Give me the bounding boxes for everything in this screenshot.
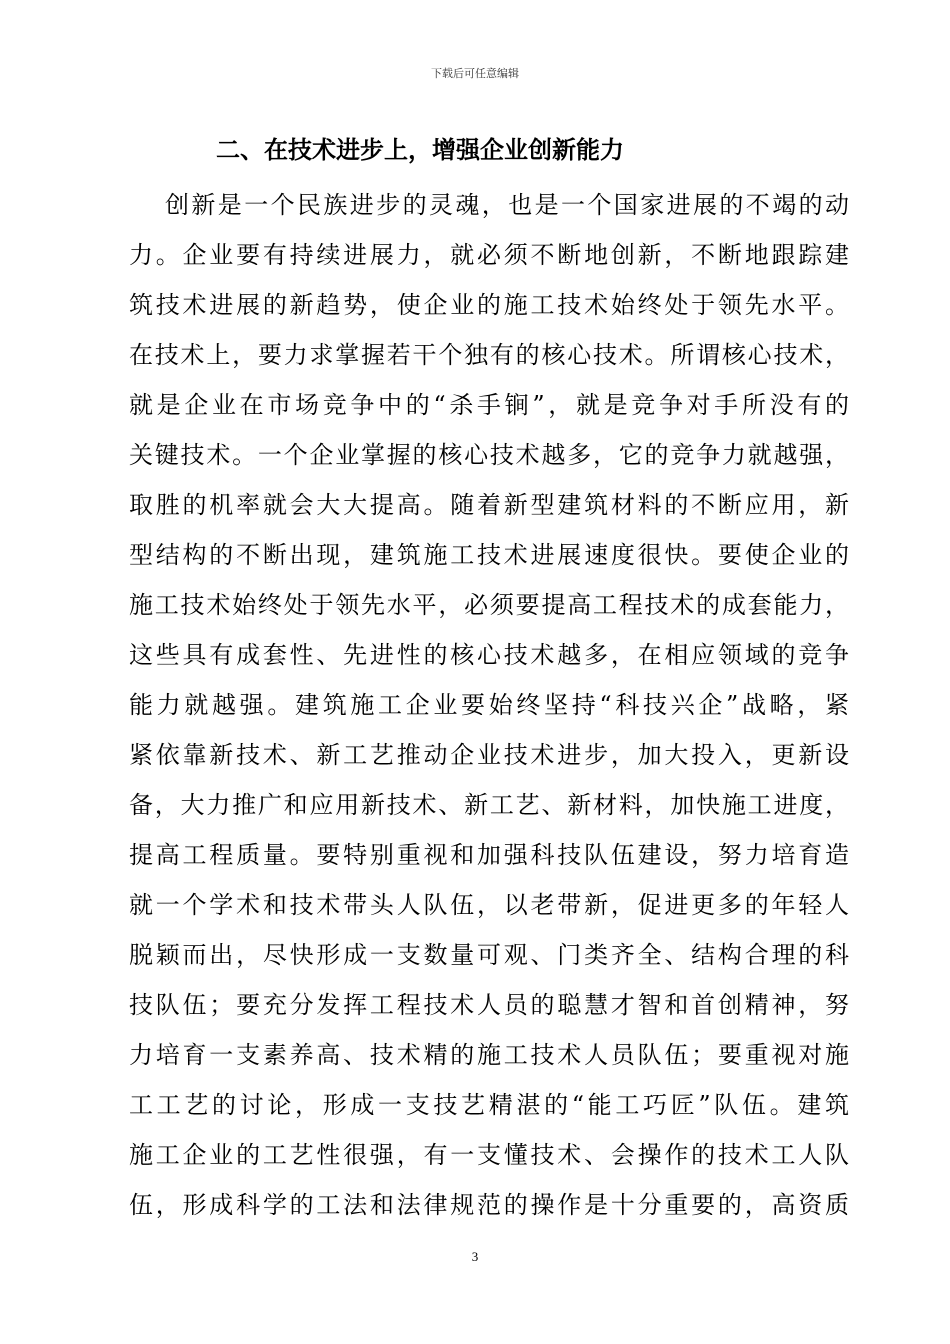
body-line: 筑技术进展的新趋势，使企业的施工技术始终处于领先水平。 — [129, 291, 849, 319]
body-line: 备，大力推广和应用新技术、新工艺、新材料，加快施工进度， — [129, 791, 849, 819]
body-line: 就是企业在市场竞争中的“杀手锏”，就是竞争对手所没有的 — [129, 391, 849, 419]
body-line: 在技术上，要力求掌握若干个独有的核心技术。所谓核心技术， — [129, 341, 849, 369]
body-line: 伍，形成科学的工法和法律规范的操作是十分重要的，高资质 — [129, 1191, 849, 1219]
section-heading: 二、在技术进步上，增强企业创新能力 — [216, 136, 624, 164]
body-line: 力培育一支素养高、技术精的施工技术人员队伍；要重视对施 — [129, 1041, 849, 1069]
body-line: 施工企业的工艺性很强，有一支懂技术、会操作的技术工人队 — [129, 1141, 849, 1169]
body-line: 紧依靠新技术、新工艺推动企业技术进步，加大投入，更新设 — [129, 741, 849, 769]
body-line: 关键技术。一个企业掌握的核心技术越多，它的竞争力就越强， — [129, 441, 849, 469]
body-line: 工工艺的讨论，形成一支技艺精湛的“能工巧匠”队伍。建筑 — [129, 1091, 849, 1119]
page-number: 3 — [471, 1249, 479, 1264]
body-line: 力。企业要有持续进展力，就必须不断地创新，不断地跟踪建 — [129, 241, 849, 269]
body-line: 取胜的机率就会大大提高。随着新型建筑材料的不断应用，新 — [129, 491, 849, 519]
body-line: 技队伍；要充分发挥工程技术人员的聪慧才智和首创精神，努 — [129, 991, 849, 1019]
body-line: 施工技术始终处于领先水平，必须要提高工程技术的成套能力， — [129, 591, 849, 619]
body-line: 就一个学术和技术带头人队伍，以老带新，促进更多的年轻人 — [129, 891, 849, 919]
body-line: 脱颖而出，尽快形成一支数量可观、门类齐全、结构合理的科 — [129, 941, 849, 969]
header-note: 下载后可任意编辑 — [431, 67, 519, 80]
body-line: 这些具有成套性、先进性的核心技术越多，在相应领域的竞争 — [129, 641, 849, 669]
body-line: 提高工程质量。要特别重视和加强科技队伍建设，努力培育造 — [129, 841, 849, 869]
body-line: 能力就越强。建筑施工企业要始终坚持“科技兴企”战略，紧 — [129, 691, 849, 719]
body-line: 型结构的不断出现，建筑施工技术进展速度很快。要使企业的 — [129, 541, 849, 569]
body-paragraph — [129, 180, 849, 1230]
body-line: 创新是一个民族进步的灵魂，也是一个国家进展的不竭的动 — [165, 191, 849, 219]
